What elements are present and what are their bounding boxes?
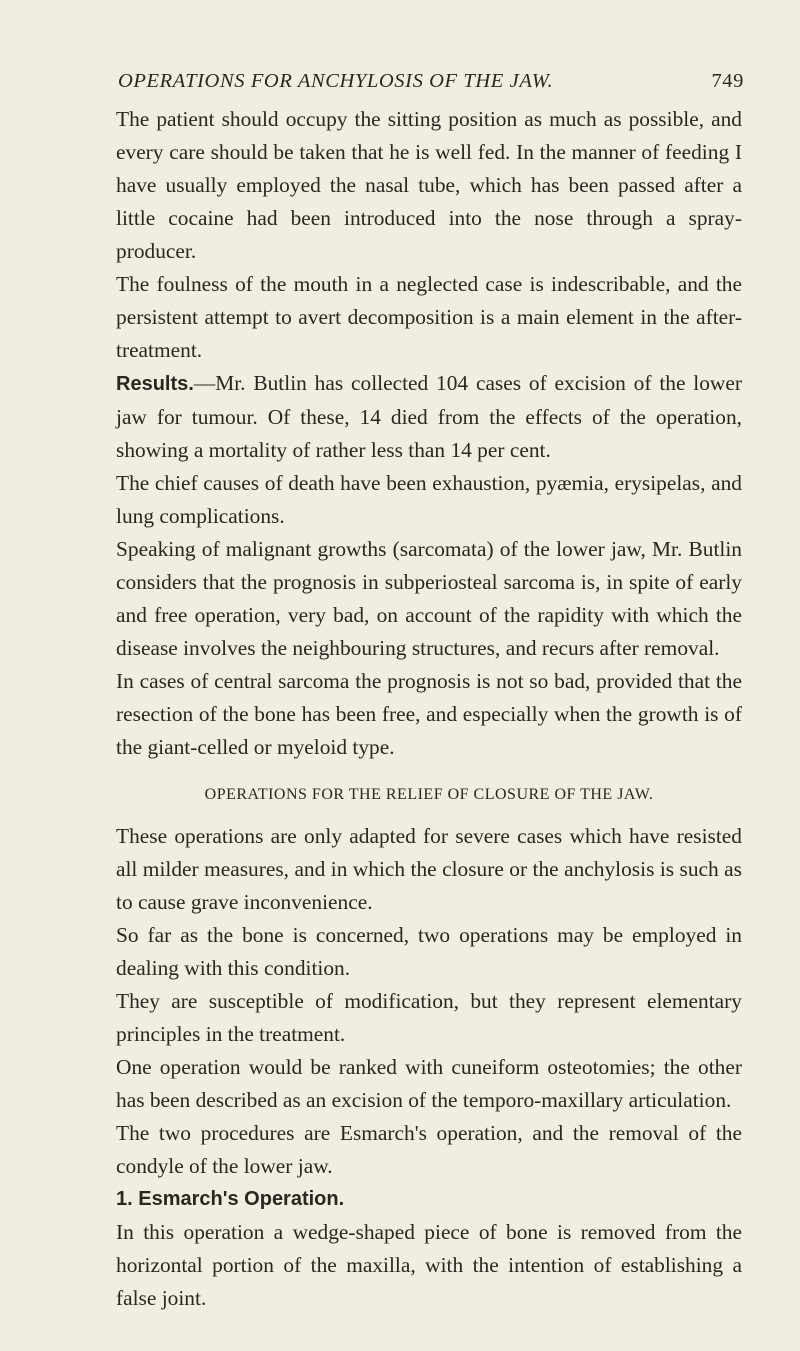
page-number: 749 <box>711 70 744 92</box>
paragraph-severe-cases: These operations are only adapted for severe cases which have resisted all milder measures, and in which the closure or the anchylosis is such as to cause grave inconvenience. <box>116 824 742 914</box>
running-head <box>114 64 744 98</box>
paragraph-procedures: The two procedures are Esmarch's operation, and the removal of the condyle of the lower jaw. <box>116 1121 742 1178</box>
paragraph-malignant: Speaking of malignant growths (sarcomata) of the lower jaw, Mr. Butlin considers that the prognosis in subperiosteal sarcoma is, in spite of early and free operation, very bad, on account of the rapidity with which the disease involves the neighbouring structures, and recurs after removal. <box>116 537 742 660</box>
running-title: OPERATIONS FOR ANCHYLOSIS OF THE JAW. <box>118 70 554 92</box>
paragraph-modification: They are susceptible of modification, but they represent elementary principles in the treatment. <box>116 989 742 1046</box>
page-body <box>116 103 742 1315</box>
paragraph-foulness: The foulness of the mouth in a neglected case is indescribable, and the persistent attempt to avert decomposition is a main element in the after-treatment. <box>116 272 742 362</box>
paragraph-osteotomies: One operation would be ranked with cuneiform osteotomies; the other has been described as an excision of the temporo-maxillary articulation. <box>116 1055 742 1112</box>
results-lead: Results. <box>116 373 194 395</box>
paragraph-wedge: In this operation a wedge-shaped piece of bone is removed from the horizontal portion of the maxilla, with the intention of establishing a false joint. <box>116 1220 742 1310</box>
section-heading: OPERATIONS FOR THE RELIEF OF CLOSURE OF THE JAW. <box>204 786 654 803</box>
paragraph-feeding: The patient should occupy the sitting position as much as possible, and every care should be taken that he is well fed. In the manner of feeding I have usually employed the nasal tube, which has been passed after a little cocaine had been introduced into the nose through a spray-producer. <box>116 107 742 263</box>
paragraph-results <box>116 367 742 467</box>
results-text: —Mr. Butlin has collected 104 cases of excision of the lower jaw for tumour. Of these, 14 died from the effects of the operation, showing a mortality of rather less than 14 per cent. <box>116 371 742 462</box>
paragraph-two-operations: So far as the bone is concerned, two operations may be employed in dealing with this condition. <box>116 923 742 980</box>
paragraph-central-sarcoma: In cases of central sarcoma the prognosis is not so bad, provided that the resection of the bone has been free, and especially when the growth is of the giant-celled or myeloid type. <box>116 669 742 759</box>
subheading-esmarch: 1. Esmarch's Operation. <box>116 1188 345 1210</box>
paragraph-causes: The chief causes of death have been exhaustion, pyæmia, erysipelas, and lung complications. <box>116 471 742 528</box>
